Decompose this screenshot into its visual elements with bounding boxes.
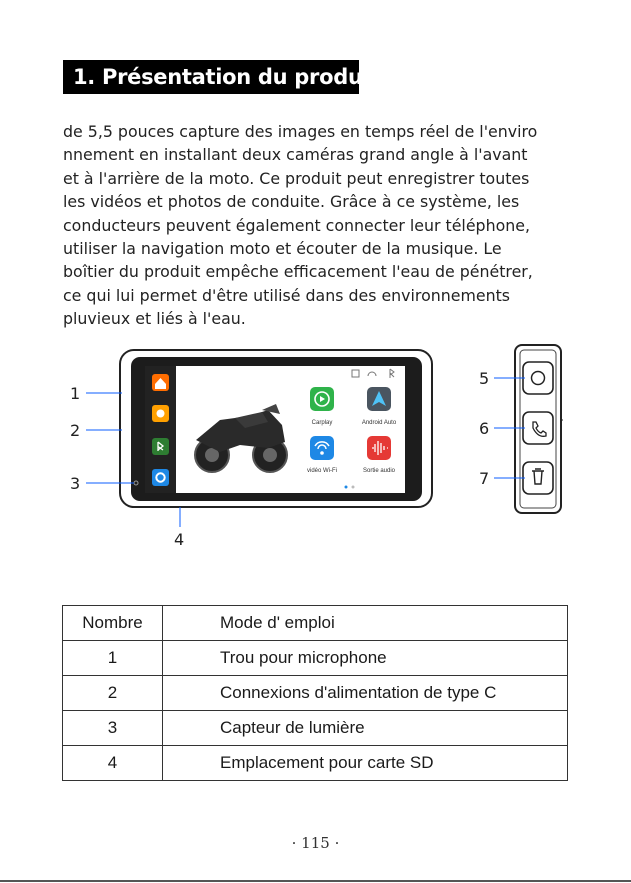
table-row bbox=[63, 676, 568, 711]
intro-line: conducteurs peuvent également connecter leur téléphone, bbox=[63, 215, 530, 235]
table-cell-usage: Emplacement pour carte SD bbox=[163, 746, 568, 781]
phone-icon bbox=[523, 412, 553, 444]
app-label-carplay: Carplay bbox=[311, 420, 333, 426]
table-header-number: Nombre bbox=[63, 606, 163, 641]
callout-1: 1 bbox=[70, 384, 81, 403]
intro-line: les vidéos et photos de conduite. Grâce à ce système, les bbox=[63, 192, 520, 212]
intro-line: de 5,5 pouces capture des images en temps réel de l'enviro bbox=[63, 122, 538, 141]
app-label-android-auto: Android Auto bbox=[361, 420, 397, 426]
intro-line: nnement en installant deux caméras grand angle à l'avant bbox=[63, 145, 528, 165]
table-cell-number: 4 bbox=[63, 746, 163, 781]
settings-icon bbox=[152, 469, 169, 486]
delete-icon bbox=[523, 462, 553, 494]
intro-line: utiliser la navigation moto et écouter de la musique. Le bbox=[63, 239, 502, 259]
callout-6: 6 bbox=[479, 419, 490, 438]
page-bottom-divider bbox=[0, 880, 631, 882]
table-cell-number: 1 bbox=[63, 641, 163, 676]
intro-line: pluvieux et liés à l'eau. bbox=[63, 309, 246, 329]
table-cell-number: 3 bbox=[63, 711, 163, 746]
table-cell-usage: Capteur de lumière bbox=[163, 711, 568, 746]
table-row bbox=[63, 641, 568, 676]
table-header-row bbox=[63, 606, 568, 641]
callout-2: 2 bbox=[70, 421, 81, 440]
table-cell-number: 2 bbox=[63, 676, 163, 711]
callout-7: 7 bbox=[479, 469, 490, 488]
intro-line: ce qui lui permet d'être utilisé dans des environnements bbox=[63, 285, 511, 305]
table-row bbox=[63, 746, 568, 781]
callout-5: 5 bbox=[479, 369, 490, 388]
callout-4: 4 bbox=[174, 530, 185, 549]
section-title: 1. Présentation du produit bbox=[63, 60, 359, 94]
table-cell-usage: Trou pour microphone bbox=[163, 641, 568, 676]
table-row bbox=[63, 711, 568, 746]
bluetooth-icon bbox=[152, 438, 169, 455]
callout-3: 3 bbox=[70, 474, 81, 493]
intro-line: et à l'arrière de la moto. Ce produit peut enregistrer toutes bbox=[63, 168, 530, 188]
table-header-usage: Mode d' emploi bbox=[163, 606, 568, 641]
intro-line: boîtier du produit empêche efficacement l'eau de pénétrer, bbox=[63, 262, 533, 282]
app-label-wifi-video: vidéo Wi-Fi bbox=[306, 468, 338, 474]
wifi-video-icon bbox=[310, 436, 334, 460]
function-table bbox=[62, 605, 568, 781]
page-number: · 115 · bbox=[291, 834, 340, 852]
table-cell-usage: Connexions d'alimentation de type C bbox=[163, 676, 568, 711]
power-icon bbox=[523, 362, 553, 394]
app-label-audio-output: Sortie audio bbox=[362, 468, 396, 474]
